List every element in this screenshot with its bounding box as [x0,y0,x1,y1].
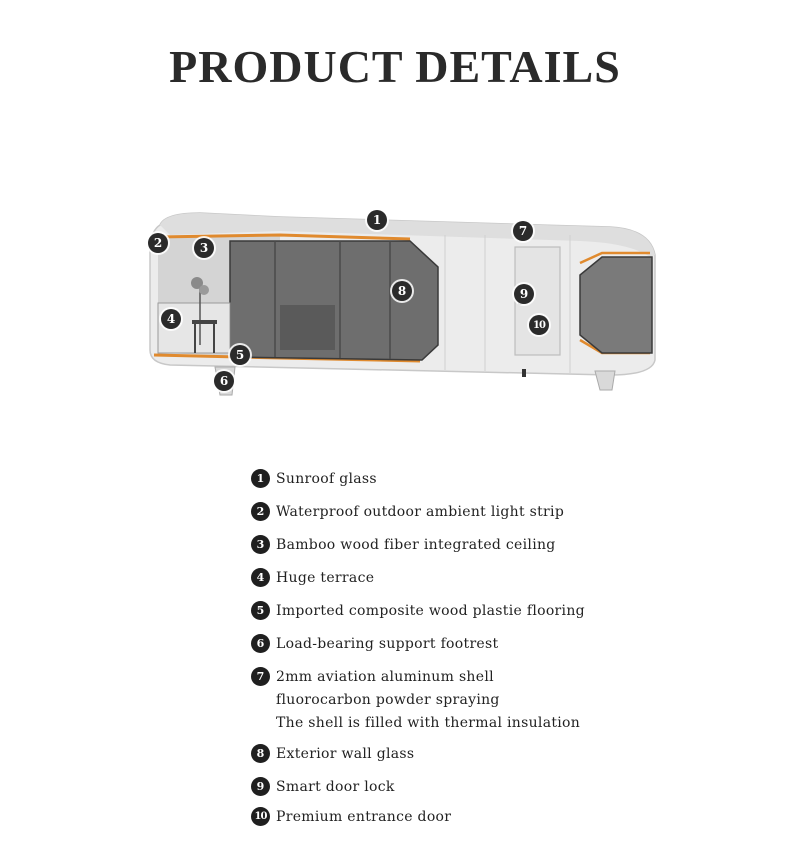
number-badge: 7 [251,667,270,686]
number-badge: 8 [251,744,270,763]
feature-item [251,600,651,623]
marker-4: 4 [161,309,181,329]
marker-5: 5 [230,345,250,365]
feature-label: Smart door lock [276,779,395,795]
marker-8: 8 [392,281,412,301]
number-badge: 2 [251,502,270,521]
number-badge: 9 [251,777,270,796]
feature-label: 2mm aviation aluminum shell [276,669,494,685]
feature-label-line-3: The shell is filled with thermal insulation [276,715,581,731]
feature-label: Premium entrance door [276,809,452,825]
marker-3: 3 [194,238,214,258]
number-badge: 6 [251,634,270,653]
feature-label: Huge terrace [276,570,375,586]
marker-10: 10 [529,315,549,335]
feature-item [251,567,651,590]
marker-9: 9 [514,284,534,304]
feature-label: Exterior wall glass [276,746,415,762]
page-title: PRODUCT DETAILS [169,41,621,92]
feature-item [251,666,651,735]
marker-2: 2 [148,233,168,253]
feature-label: Waterproof outdoor ambient light strip [276,504,565,520]
feature-item [251,534,651,557]
marker-6: 6 [214,371,234,391]
feature-item [251,501,651,524]
number-badge: 4 [251,568,270,587]
number-badge: 10 [251,807,270,826]
feature-label: Sunroof glass [276,471,377,487]
feature-item [251,633,651,656]
number-badge: 3 [251,535,270,554]
marker-1: 1 [367,210,387,230]
feature-legend [251,468,651,829]
feature-label: Imported composite wood plastie flooring [276,603,585,619]
feature-item [251,776,651,799]
feature-label: Load-bearing support footrest [276,636,499,652]
feature-item [251,743,651,766]
feature-label-line-2: fluorocarbon powder spraying [276,692,500,708]
number-badge: 1 [251,469,270,488]
marker-7: 7 [513,221,533,241]
feature-item [251,806,651,829]
feature-label: Bamboo wood fiber integrated ceiling [276,537,556,553]
number-badge: 5 [251,601,270,620]
feature-item [251,468,651,491]
capsule-house-illustration [140,195,660,405]
